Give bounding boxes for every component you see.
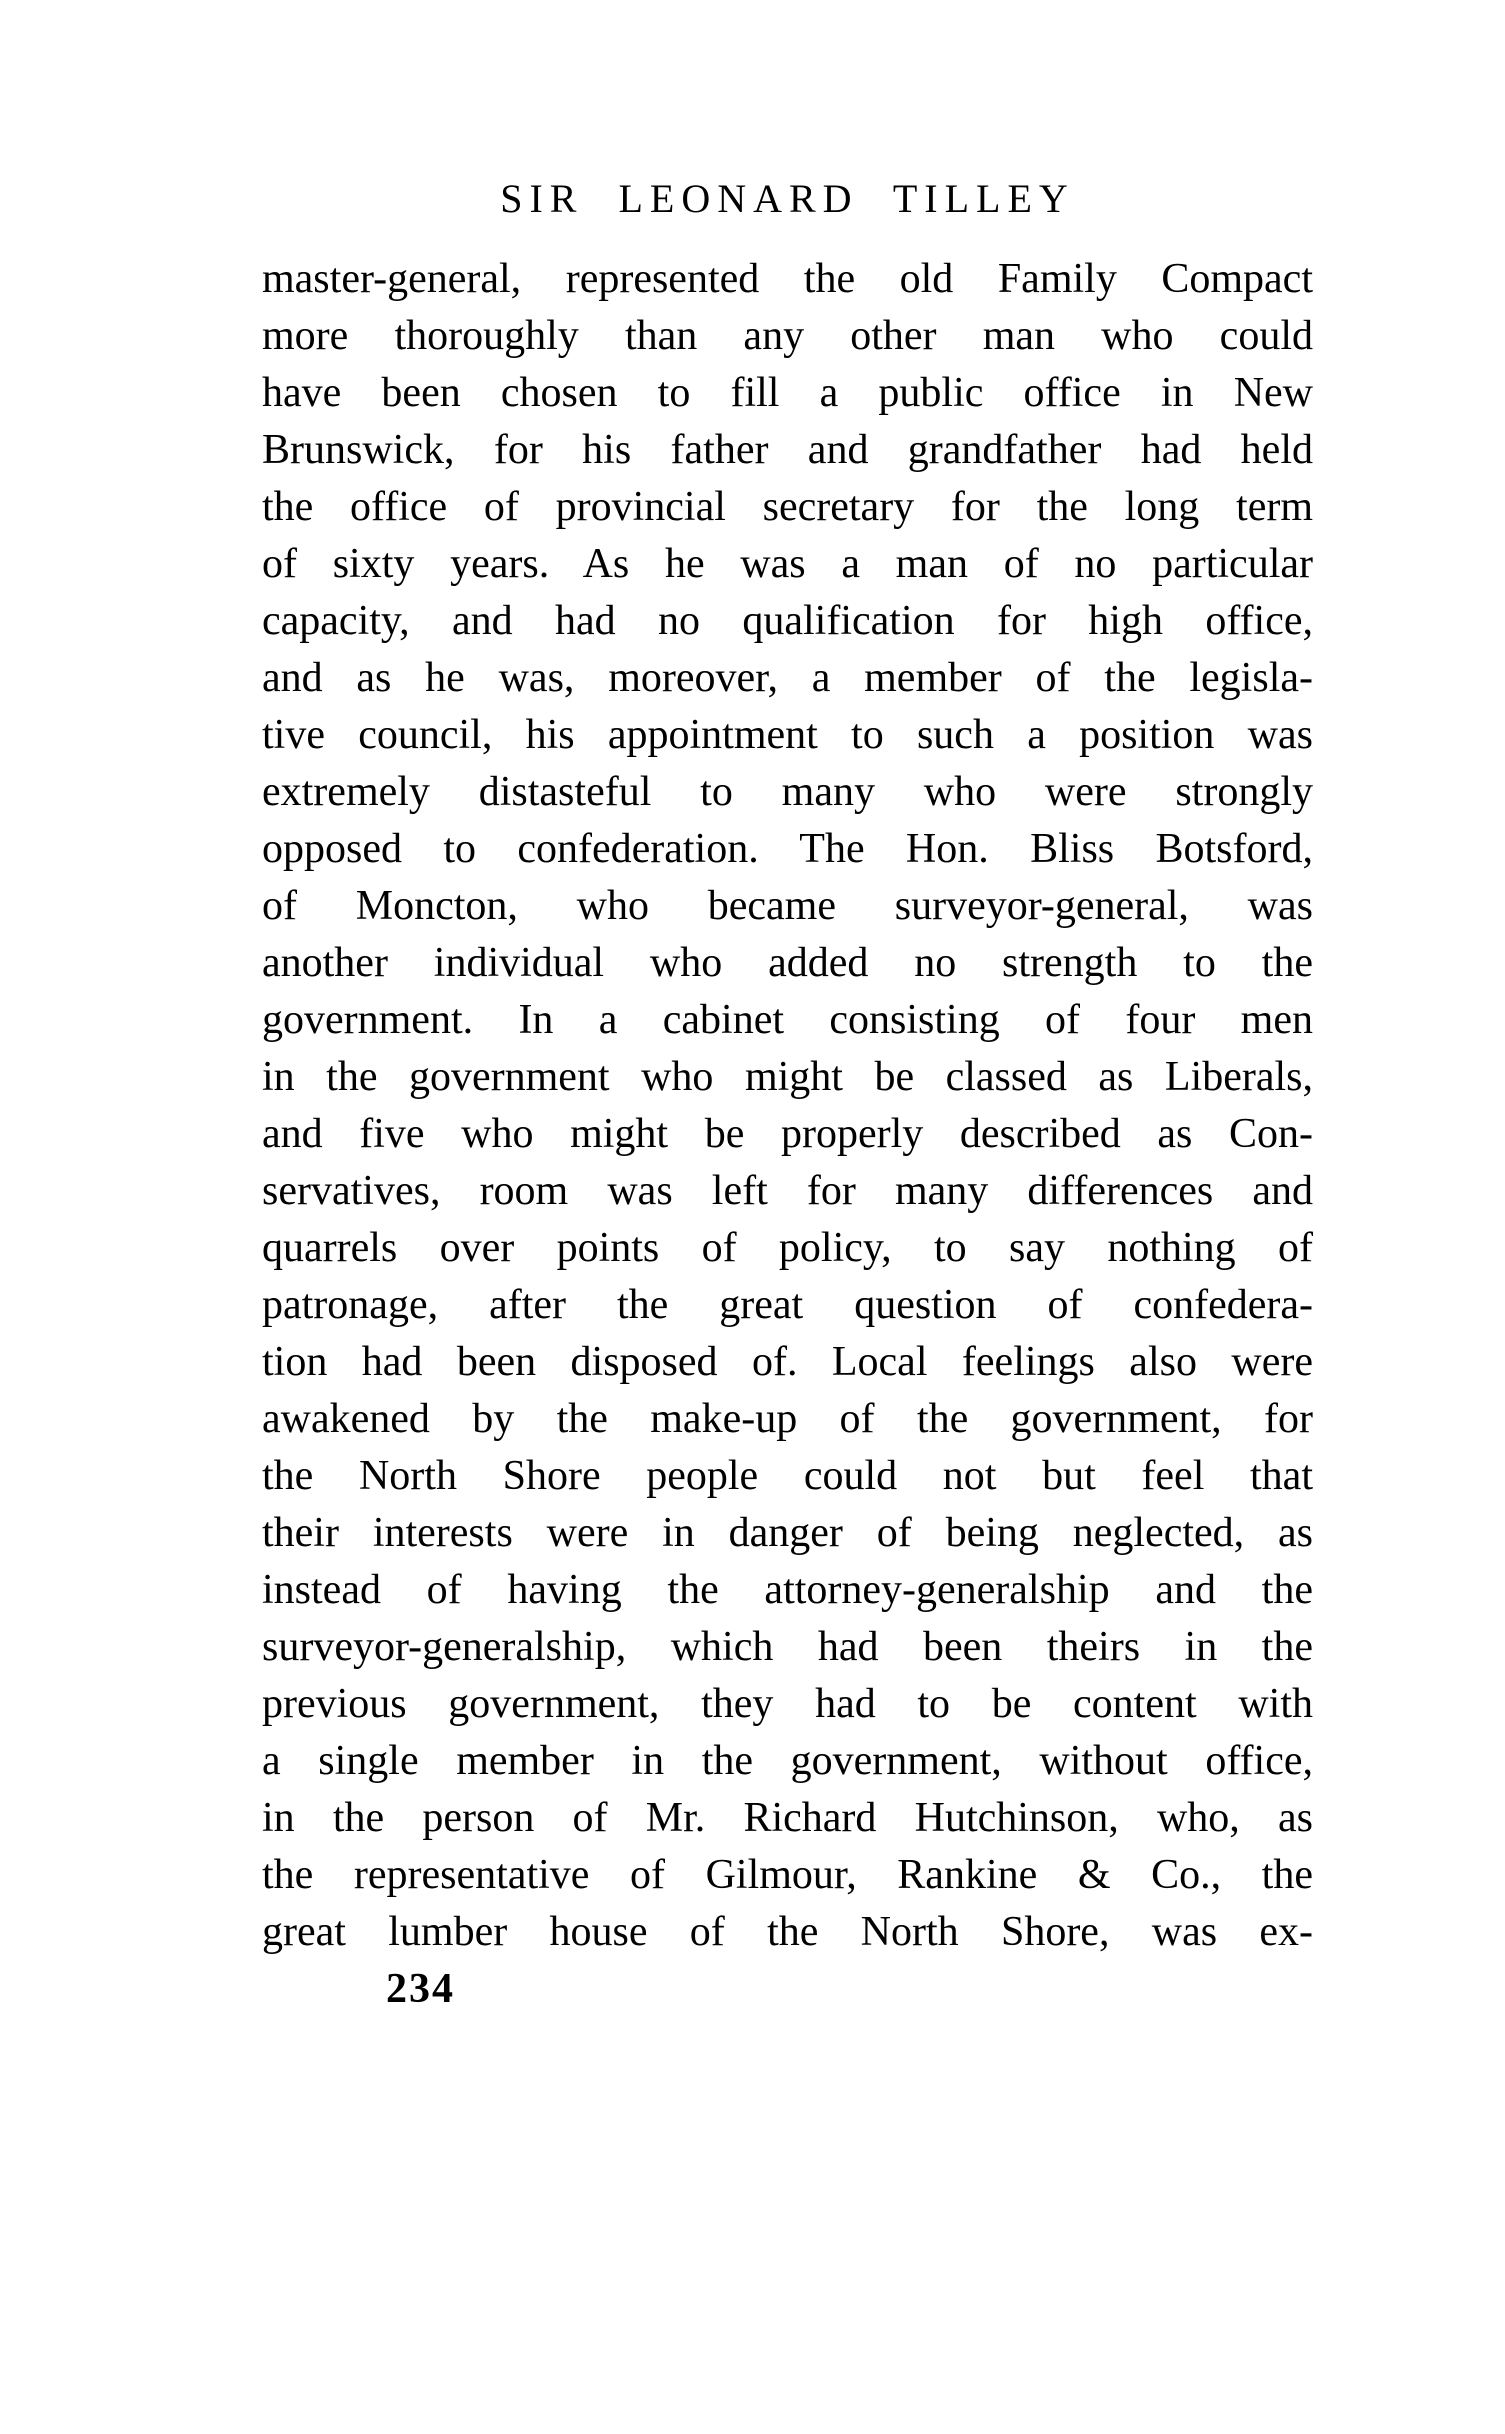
text-line: and as he was, moreover, a member of the legisla- bbox=[262, 655, 1313, 701]
text-line: the North Shore people could not but feel that bbox=[262, 1453, 1313, 1499]
text-line: a single member in the government, without office, bbox=[262, 1738, 1313, 1784]
text-line: great lumber house of the North Shore, was ex- bbox=[262, 1909, 1313, 1955]
text-line: extremely distasteful to many who were strongly bbox=[262, 769, 1313, 815]
folio-row bbox=[262, 1961, 1313, 2018]
text-line: of sixty years. As he was a man of no particular bbox=[262, 541, 1313, 587]
text-line: of Moncton, who became surveyor-general, was bbox=[262, 883, 1313, 929]
text-line: servatives, room was left for many differences and bbox=[262, 1168, 1313, 1214]
running-head-title: SIR LEONARD TILLEY bbox=[500, 176, 1075, 221]
paragraph-body bbox=[262, 251, 1313, 1961]
text-line: previous government, they had to be content with bbox=[262, 1681, 1313, 1727]
text-line: patronage, after the great question of confedera- bbox=[262, 1282, 1313, 1328]
text-line: and five who might be properly described as Con- bbox=[262, 1111, 1313, 1157]
text-line: quarrels over points of policy, to say nothing of bbox=[262, 1225, 1313, 1271]
text-line: awakened by the make-up of the government, for bbox=[262, 1396, 1313, 1442]
text-line: surveyor-generalship, which had been theirs in the bbox=[262, 1624, 1313, 1670]
text-line: another individual who added no strength to the bbox=[262, 940, 1313, 986]
text-line: have been chosen to fill a public office in New bbox=[262, 370, 1313, 416]
text-line: the representative of Gilmour, Rankine & Co., the bbox=[262, 1852, 1313, 1898]
text-line: opposed to confederation. The Hon. Bliss Botsford, bbox=[262, 826, 1313, 872]
text-line: tion had been disposed of. Local feelings also were bbox=[262, 1339, 1313, 1385]
text-line: Brunswick, for his father and grandfather had held bbox=[262, 427, 1313, 473]
text-line: instead of having the attorney-generalship and the bbox=[262, 1567, 1313, 1613]
text-line: in the person of Mr. Richard Hutchinson, who, as bbox=[262, 1795, 1313, 1841]
text-line: government. In a cabinet consisting of four men bbox=[262, 997, 1313, 1043]
text-line: capacity, and had no qualification for high office, bbox=[262, 598, 1313, 644]
text-line: more thoroughly than any other man who could bbox=[262, 313, 1313, 359]
text-line: master-general, represented the old Family Compact bbox=[262, 256, 1313, 302]
page-number: 234 bbox=[386, 1966, 455, 2012]
text-line: their interests were in danger of being neglected, as bbox=[262, 1510, 1313, 1556]
text-line: tive council, his appointment to such a position was bbox=[262, 712, 1313, 758]
text-line: in the government who might be classed as Liberals, bbox=[262, 1054, 1313, 1100]
text-line: the office of provincial secretary for the long term bbox=[262, 484, 1313, 530]
